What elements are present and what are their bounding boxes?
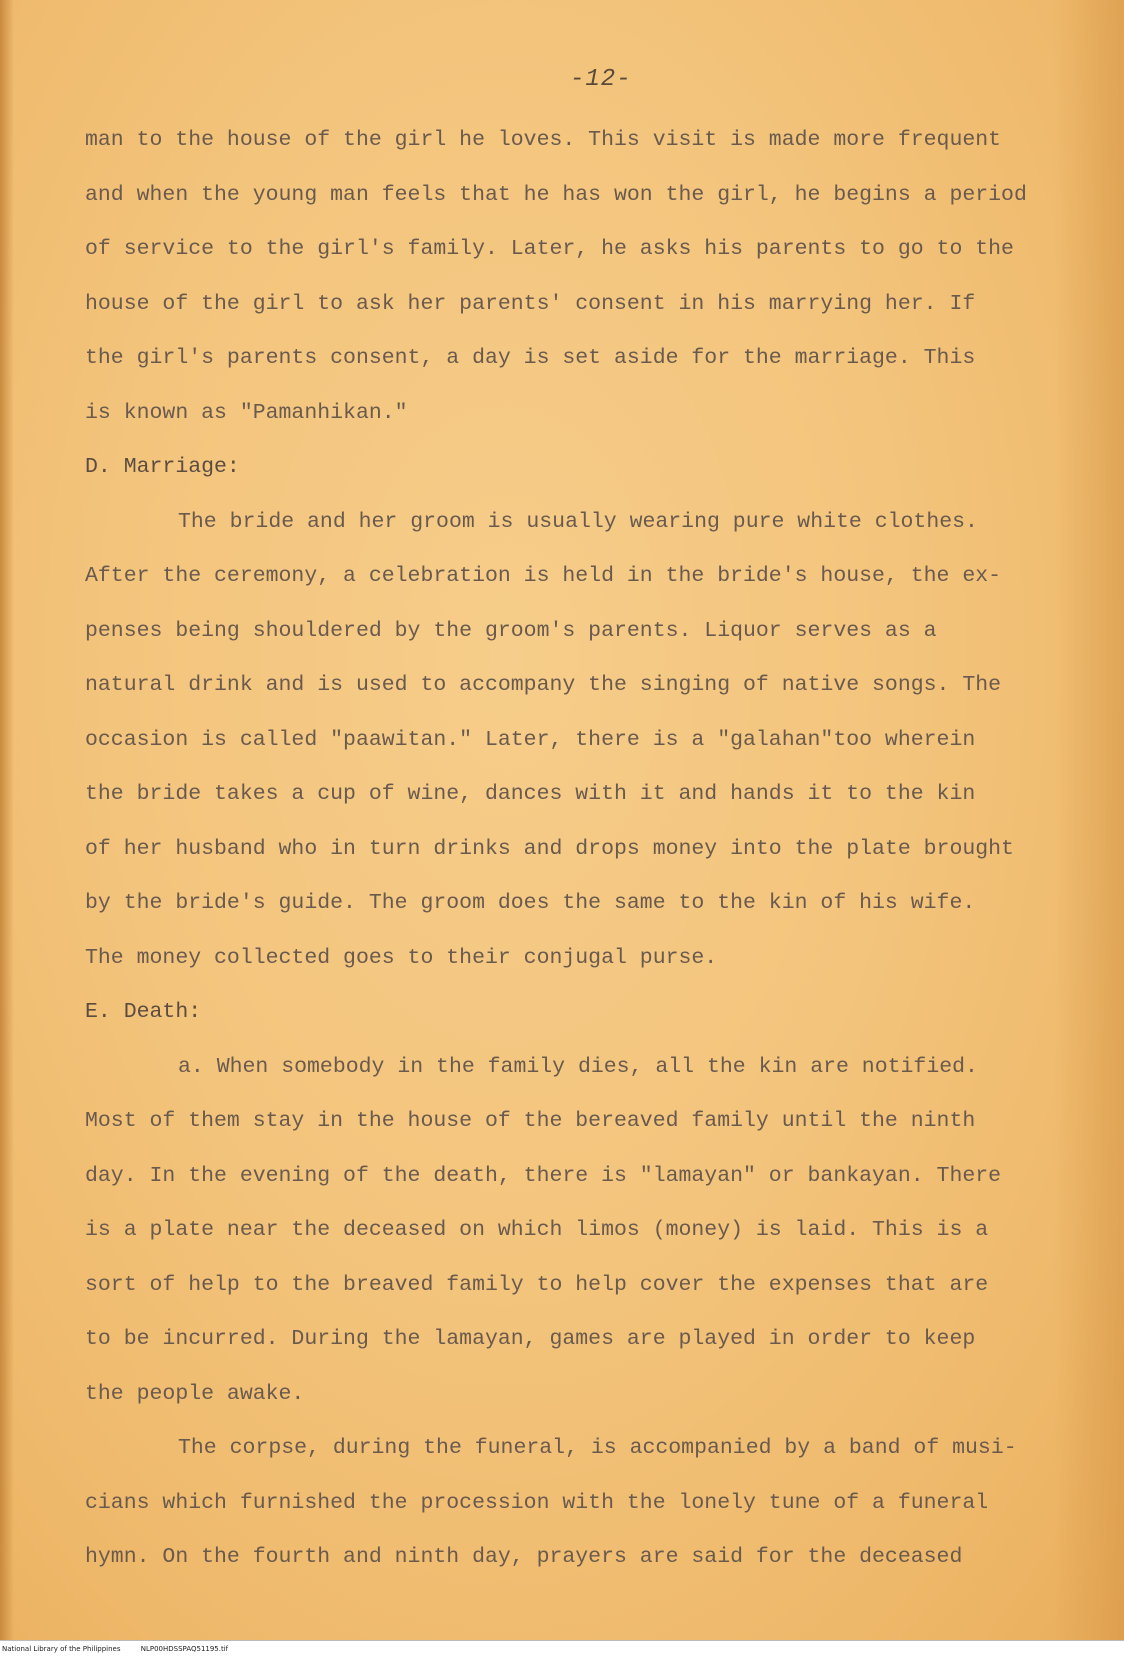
text-line: The bride and her groom is usually wearing pure white clothes. [178, 509, 978, 534]
text-line: house of the girl to ask her parents' consent in his marrying her. If [85, 291, 976, 316]
text-line: day. In the evening of the death, there is "lamayan" or bankayan. There [85, 1163, 1002, 1188]
section-heading: D. Marriage: [85, 455, 240, 479]
text-line: to be incurred. During the lamayan, games are played in order to keep [85, 1327, 976, 1351]
section-heading: E. Death: [85, 1000, 202, 1024]
text-line: the bride takes a cup of wine, dances with it and hands it to the kin [85, 782, 976, 806]
text-line: by the bride's guide. The groom does the same to the kin of his wife. [85, 891, 976, 915]
text-line: natural drink and is used to accompany the singing of native songs. The [85, 673, 1002, 697]
page-edge-shadow-left [0, 0, 14, 1640]
text-line: Most of them stay in the house of the bereaved family until the ninth [85, 1109, 976, 1133]
text-line: is a plate near the deceased on which limos (money) is laid. This is a [85, 1218, 989, 1242]
page-number: -12- [570, 66, 632, 93]
footer-source: National Library of the Philippines [2, 1645, 121, 1653]
footer-filename: NLP00HDSSPAQ51195.tif [140, 1645, 229, 1653]
text-line: is known as "Pamanhikan." [85, 400, 408, 425]
text-line: cians which furnished the procession with the lonely tune of a funeral [85, 1490, 989, 1515]
text-line: a. When somebody in the family dies, all the kin are notified. [178, 1054, 978, 1079]
text-line: and when the young man feels that he has won the girl, he begins a period [85, 182, 1027, 207]
text-line: the people awake. [85, 1381, 305, 1406]
text-line: hymn. On the fourth and ninth day, prayers are said for the deceased [85, 1545, 963, 1569]
text-line: After the ceremony, a celebration is held in the bride's house, the ex- [85, 564, 1002, 588]
scan-footer [0, 1640, 1124, 1658]
text-line: penses being shouldered by the groom's parents. Liquor serves as a [85, 618, 937, 643]
typed-text-body [85, 122, 1075, 1594]
text-line: of service to the girl's family. Later, he asks his parents to go to the [85, 237, 1014, 261]
text-line: occasion is called "paawitan." Later, there is a "galahan"too wherein [85, 727, 976, 752]
text-line: man to the house of the girl he loves. This visit is made more frequent [85, 128, 1002, 152]
text-line: the girl's parents consent, a day is set aside for the marriage. This [85, 346, 976, 370]
text-line: The corpse, during the funeral, is accompanied by a band of musi- [178, 1436, 1017, 1460]
text-line: of her husband who in turn drinks and drops money into the plate brought [85, 836, 1014, 861]
text-line: sort of help to the breaved family to help cover the expenses that are [85, 1272, 989, 1297]
text-line: The money collected goes to their conjugal purse. [85, 945, 718, 970]
